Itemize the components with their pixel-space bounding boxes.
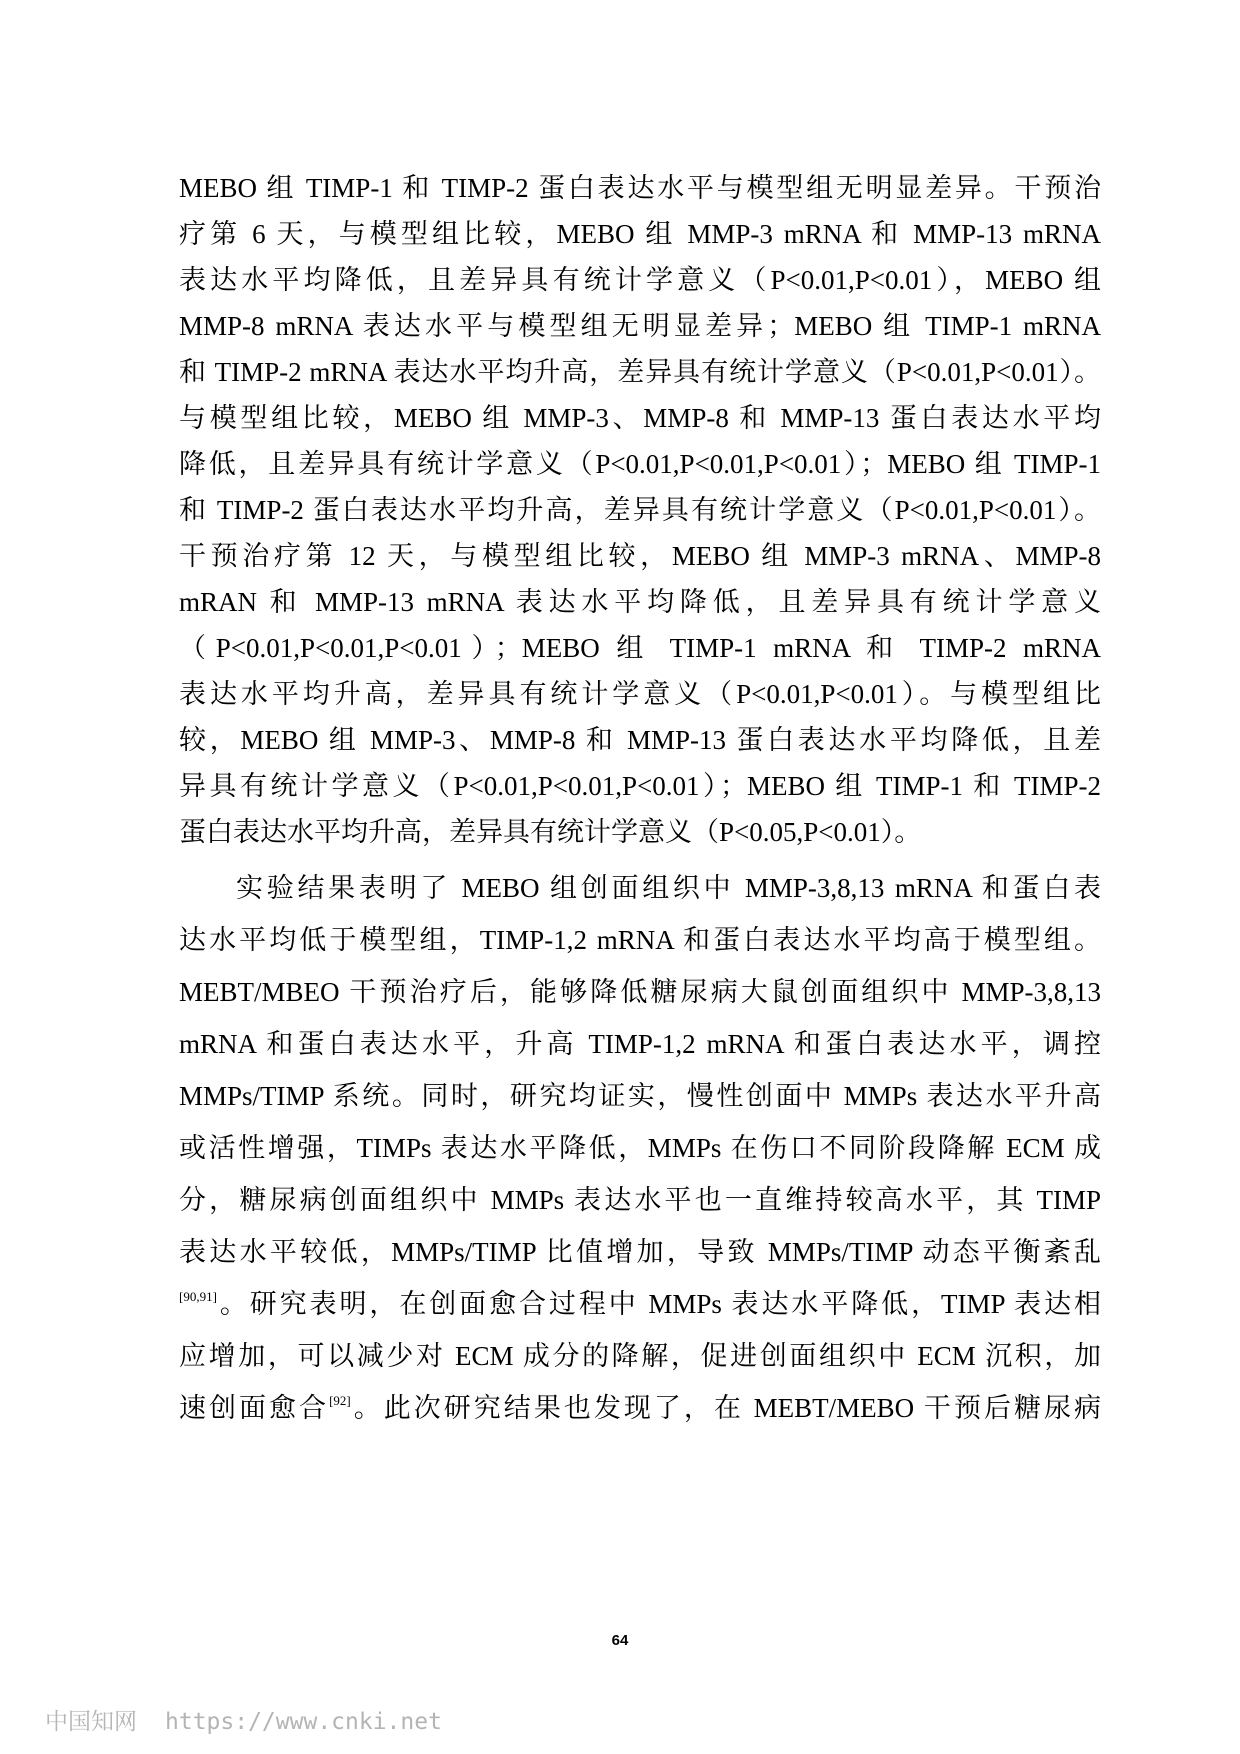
text-span: 。研究表明，在创面愈合过程中 MMPs 表达水平降低，TIMP 表达相 [216,1289,1101,1319]
watermark [45,1703,442,1736]
text-line: MMP-8 mRNA 表达水平与模型组无明显差异；MEBO 组 TIMP-1 mRNA [179,311,1101,341]
text-line: 与模型组比较，MEBO 组 MMP-3、MMP-8 和 MMP-13 蛋白表达水平均 [179,403,1101,433]
text-line: MEBO 组 TIMP-1 和 TIMP-2 蛋白表达水平与模型组无明显差异。干预治 [179,173,1101,203]
text-line: 干预治疗第 12 天，与模型组比较，MEBO 组 MMP-3 mRNA、MMP-8 [179,541,1101,571]
text-line: 表达水平均降低，且差异具有统计学意义（P<0.01,P<0.01），MEBO 组 [179,265,1101,295]
text-line: 表达水平均升高，差异具有统计学意义（P<0.01,P<0.01）。与模型组比 [179,679,1101,709]
text-line: 和 TIMP-2 mRNA 表达水平均升高，差异具有统计学意义（P<0.01,P<0.01）。 [179,357,1101,387]
text-span: 。此次研究结果也发现了，在 MEBT/MEBO 干预后糖尿病 [350,1393,1101,1423]
text-span: 速创面愈合 [179,1393,330,1423]
text-line: 达水平均低于模型组，TIMP-1,2 mRNA 和蛋白表达水平均高于模型组。 [179,925,1101,955]
text-line: mRNA 和蛋白表达水平，升高 TIMP-1,2 mRNA 和蛋白表达水平，调控 [179,1029,1101,1059]
text-line: 蛋白表达水平均升高，差异具有统计学意义（P<0.05,P<0.01）。 [179,817,922,847]
text-line: （P<0.01,P<0.01,P<0.01）；MEBO 组 TIMP-1 mRNA 和 TIMP-2 mRNA [179,633,1101,663]
text-line: MEBT/MBEO 干预治疗后，能够降低糖尿病大鼠创面组织中 MMP-3,8,13 [179,977,1101,1007]
watermark-site-name: 中国知网 [45,1709,137,1735]
text-line: 疗第 6 天，与模型组比较，MEBO 组 MMP-3 mRNA 和 MMP-13 mRNA [179,219,1101,249]
text-line: 应增加，可以减少对 ECM 成分的降解，促进创面组织中 ECM 沉积，加 [179,1341,1101,1371]
text-line: 和 TIMP-2 蛋白表达水平均升高，差异具有统计学意义（P<0.01,P<0.01）。 [179,495,1101,525]
text-line: 或活性增强，TIMPs 表达水平降低，MMPs 在伤口不同阶段降解 ECM 成 [179,1133,1101,1163]
text-line [179,1284,1101,1324]
text-line: mRAN 和 MMP-13 mRNA 表达水平均降低，且差异具有统计学意义 [179,587,1101,617]
watermark-url: https://www.cnki.net [165,1709,442,1735]
text-line: 表达水平较低，MMPs/TIMP 比值增加，导致 MMPs/TIMP 动态平衡紊乱 [179,1237,1101,1267]
citation-ref: [90,91] [179,1289,217,1304]
text-line: MMPs/TIMP 系统。同时，研究均证实，慢性创面中 MMPs 表达水平升高 [179,1081,1101,1111]
text-line: 异具有统计学意义（P<0.01,P<0.01,P<0.01）；MEBO 组 TIMP-1 和 TIMP-2 [179,771,1101,801]
text-line: 较，MEBO 组 MMP-3、MMP-8 和 MMP-13 蛋白表达水平均降低，且差 [179,725,1101,755]
text-line: 实验结果表明了 MEBO 组创面组织中 MMP-3,8,13 mRNA 和蛋白表 [236,873,1101,903]
citation-ref: [92] [329,1393,351,1408]
text-line: 降低，且差异具有统计学意义（P<0.01,P<0.01,P<0.01）；MEBO 组 TIMP-1 [179,449,1101,479]
page-number: 64 [611,1632,629,1649]
text-line: 分，糖尿病创面组织中 MMPs 表达水平也一直维持较高水平，其 TIMP [179,1185,1101,1215]
text-line [179,1388,1101,1428]
